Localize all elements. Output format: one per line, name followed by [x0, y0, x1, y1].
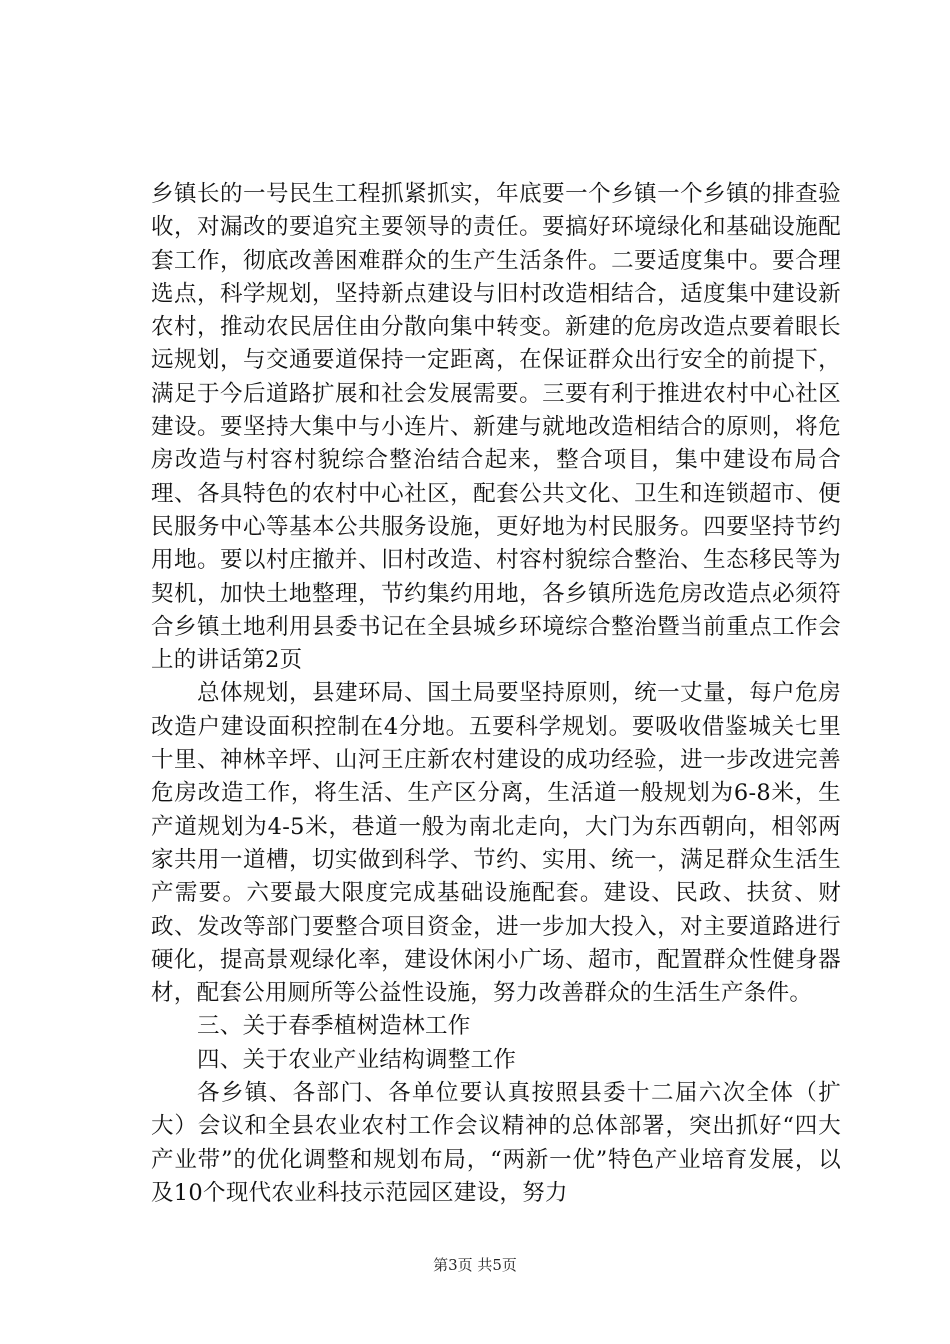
paragraph: 总体规划，县建环局、国土局要坚持原则，统一丈量，每户危房改造户建设面积控制在4分地。五要科学规划。要吸收借鉴城关七里十里、神林辛坪、山河王庄新农村建设的成功经验，进一步改进完善危房改造工作，将生活、生产区分离，生活道一般规划为6-8米，生产道规划为4-5米，巷道一般为南北走向，大门为东西朝向，相邻两家共用一道槽，切实做到科学、节约、实用、统一，满足群众生活生产需要。六要最大限度完成基础设施配套。建设、民政、扶贫、财政、发改等部门要整合项目资金，进一步加大投入，对主要道路进行硬化，提高景观绿化率，建设休闲小广场、超市，配置群众性健身器材，配套公用厕所等公益性设施，努力改善群众的生活生产条件。: [151, 680, 841, 1007]
paragraph: 各乡镇、各部门、各单位要认真按照县委十二届六次全体（扩大）会议和全县农业农村工作会议精神的总体部署，突出抓好“四大产业带”的优化调整和规划布局，“两新一优”特色产业培育发展，以及10个现代农业科技示范园区建设，努力: [151, 1080, 841, 1206]
section-heading: 三、关于春季植树造林工作: [197, 1013, 471, 1040]
paragraph: 乡镇长的一号民生工程抓紧抓实，年底要一个乡镇一个乡镇的排查验收，对漏改的要追究主要领导的责任。要搞好环境绿化和基础设施配套工作，彻底改善困难群众的生产生活条件。二要适度集中。要合理选点，科学规划，坚持新点建设与旧村改造相结合，适度集中建设新农村，推动农民居住由分散向集中转变。新建的危房改造点要着眼长远规划，与交通要道保持一定距离，在保证群众出行安全的前提下，满足于今后道路扩展和社会发展需要。三要有利于推进农村中心社区建设。要坚持大集中与小连片、新建与就地改造相结合的原则，将危房改造与村容村貌综合整治结合起来，整合项目，集中建设布局合理、各具特色的农村中心社区，配套公共文化、卫生和连锁超市、便民服务中心等基本公共服务设施，更好地为村民服务。四要坚持节约用地。要以村庄撤并、旧村改造、村容村貌综合整治、生态移民等为契机，加快土地整理，节约集约用地，各乡镇所选危房改造点必须符合乡镇土地利用县委书记在全县城乡环境综合整治暨当前重点工作会上的讲话第2页: [151, 181, 841, 674]
page-footer: 第3页 共5页: [433, 1256, 517, 1274]
section-heading: 四、关于农业产业结构调整工作: [197, 1046, 517, 1073]
document-body: [151, 178, 841, 1210]
